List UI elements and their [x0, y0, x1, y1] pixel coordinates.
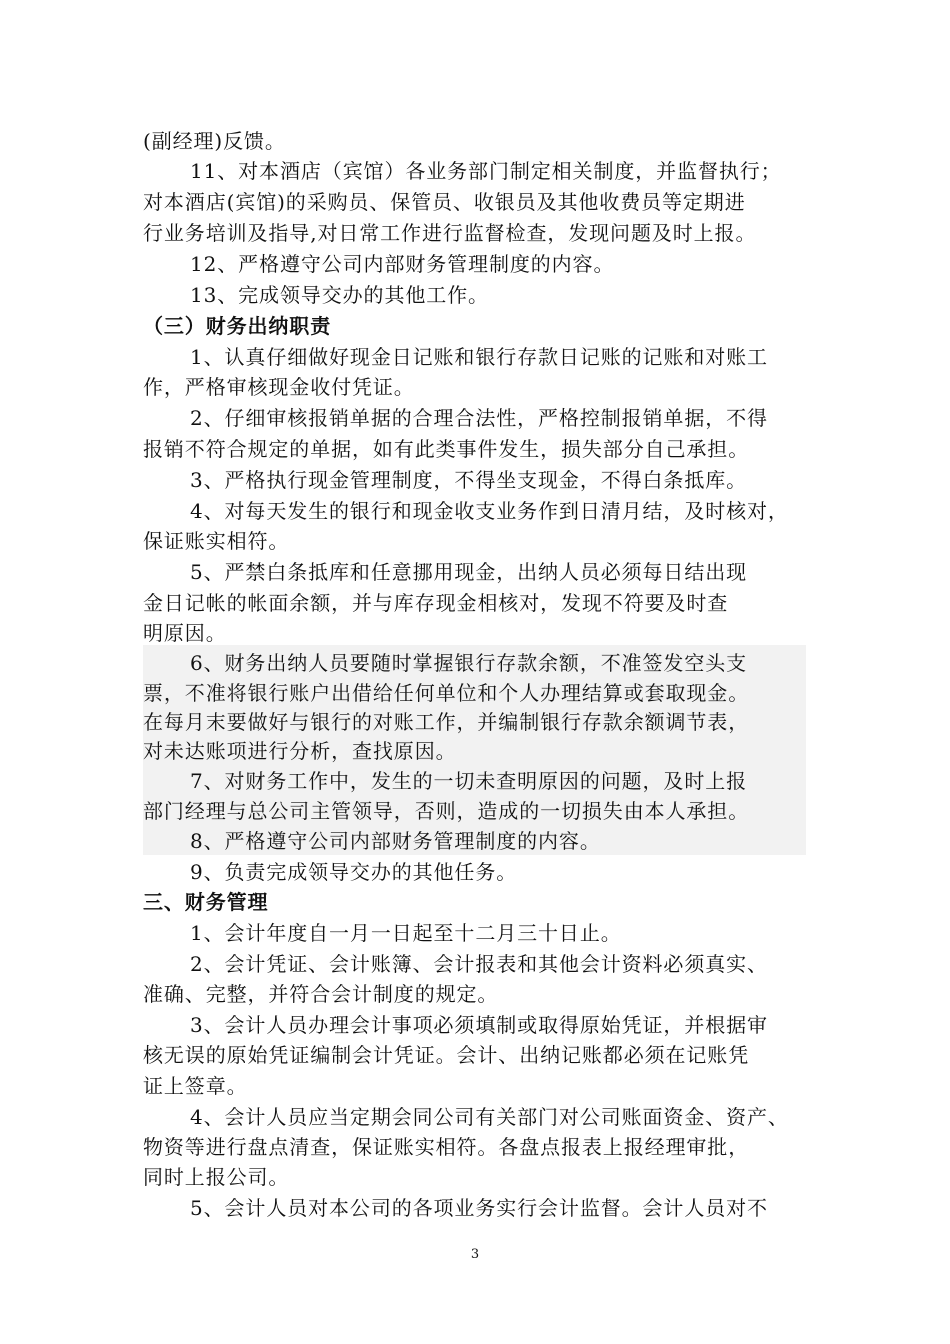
text-line: 2、会计凭证、会计账簿、会计报表和其他会计资料必须真实、 [190, 952, 768, 976]
text-line: 作，严格审核现金收付凭证。 [143, 375, 415, 399]
text-line: 报销不符合规定的单据，如有此类事件发生，损失部分自己承担。 [143, 437, 750, 461]
text-line: 行业务培训及指导,对日常工作进行监督检查，发现问题及时上报。 [143, 221, 757, 245]
text-line: 11、对本酒店（宾馆）各业务部门制定相关制度，并监督执行； [190, 159, 782, 183]
text-line: 物资等进行盘点清查，保证账实相符。各盘点报表上报经理审批， [143, 1135, 750, 1159]
text-line: 12、严格遵守公司内部财务管理制度的内容。 [190, 252, 615, 276]
text-line: 核无误的原始凭证编制会计凭证。会计、出纳记账都必须在记账凭 [143, 1043, 750, 1067]
text-line: 在每月末要做好与银行的对账工作，并编制银行存款余额调节表， [143, 710, 750, 734]
text-line: 7、对财务工作中，发生的一切未查明原因的问题，及时上报 [190, 769, 748, 793]
text-line: (副经理)反馈。 [143, 129, 286, 153]
text-line: 5、严禁白条抵库和任意挪用现金，出纳人员必须每日结出现 [190, 560, 748, 584]
text-line: 证上签章。 [143, 1074, 248, 1098]
text-line: 8、严格遵守公司内部财务管理制度的内容。 [190, 829, 601, 853]
section-heading: 三、财务管理 [143, 890, 269, 914]
text-line: 金日记帐的帐面余额，并与库存现金相核对，发现不符要及时查 [143, 591, 729, 615]
text-line: 3、严格执行现金管理制度，不得坐支现金，不得白条抵库。 [190, 468, 748, 492]
text-line: 5、会计人员对本公司的各项业务实行会计监督。会计人员对不 [190, 1196, 768, 1220]
text-line: 部门经理与总公司主管领导，否则，造成的一切损失由本人承担。 [143, 799, 750, 823]
text-line: 对本酒店(宾馆)的采购员、保管员、收银员及其他收费员等定期进 [143, 190, 746, 214]
text-line: 票，不准将银行账户出借给任何单位和个人办理结算或套取现金。 [143, 681, 750, 705]
text-line: 准确、完整，并符合会计制度的规定。 [143, 982, 499, 1006]
page-number: 3 [470, 1247, 480, 1262]
text-line: 2、仔细审核报销单据的合理合法性，严格控制报销单据，不得 [190, 406, 768, 430]
text-line: 9、负责完成领导交办的其他任务。 [190, 860, 518, 884]
text-line: 4、会计人员应当定期会同公司有关部门对公司账面资金、资产、 [190, 1105, 789, 1129]
text-line: 13、完成领导交办的其他工作。 [190, 283, 489, 307]
section-heading: （三）财务出纳职责 [143, 314, 332, 338]
text-line: 4、对每天发生的银行和现金收支业务作到日清月结，及时核对， [190, 499, 789, 523]
text-line: 同时上报公司。 [143, 1165, 290, 1189]
text-line: 6、财务出纳人员要随时掌握银行存款余额，不准签发空头支 [190, 651, 748, 675]
text-line: 1、会计年度自一月一日起至十二月三十日止。 [190, 921, 622, 945]
text-line: 保证账实相符。 [143, 529, 290, 553]
text-line: 3、会计人员办理会计事项必须填制或取得原始凭证，并根据审 [190, 1013, 768, 1037]
text-line: 对未达账项进行分析，查找原因。 [143, 739, 457, 763]
text-line: 明原因。 [143, 621, 227, 645]
text-line: 1、认真仔细做好现金日记账和银行存款日记账的记账和对账工 [190, 345, 768, 369]
